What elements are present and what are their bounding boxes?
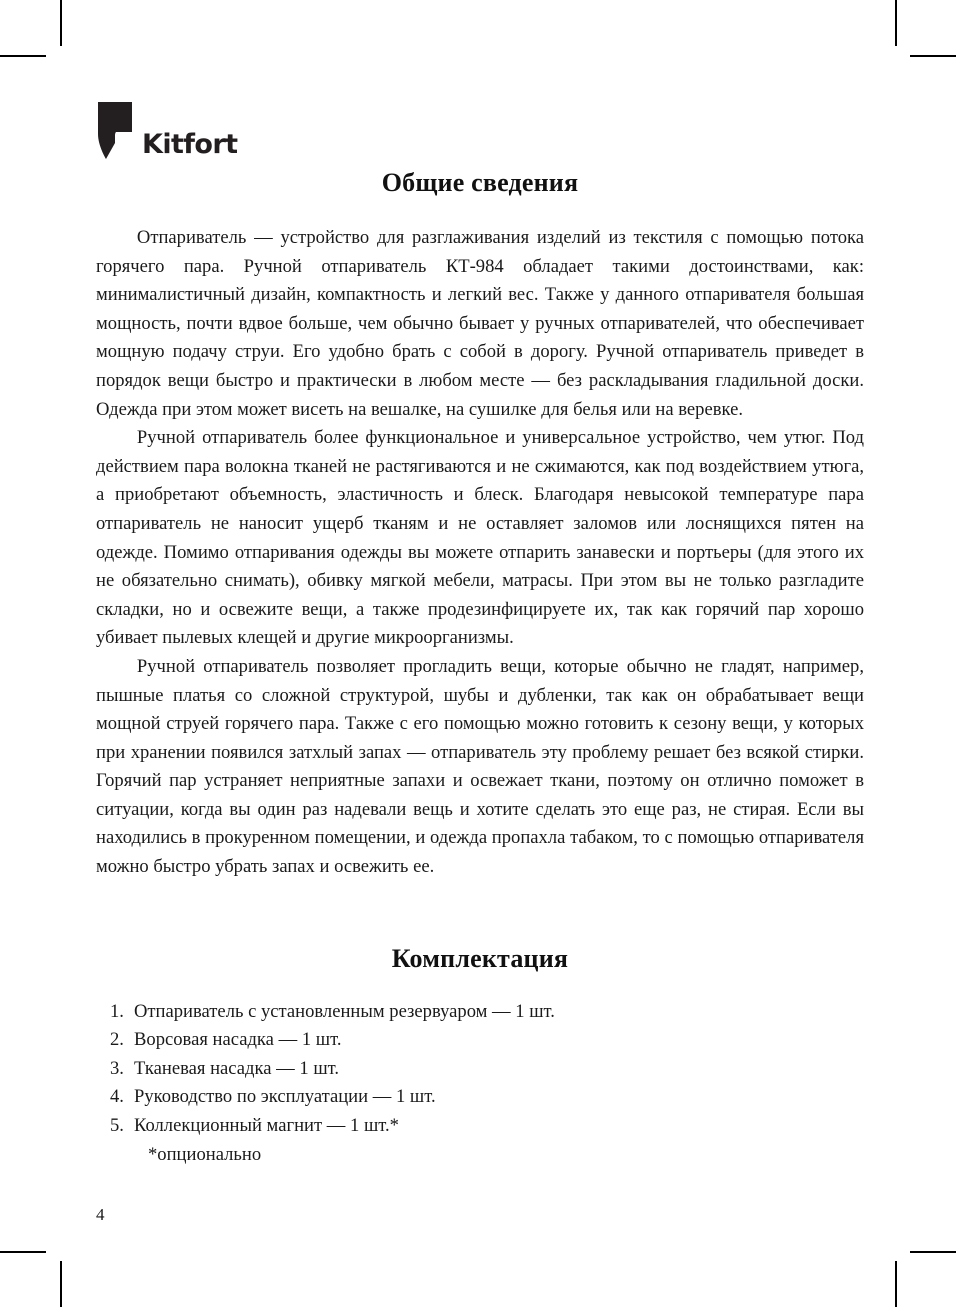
paragraph-general-2: Ручной отпариватель более функциональное и универсальное устройство, чем утюг. Под действием пара волокна тканей не растягиваются и не сжимаются, как под воздействием утюга, а приобретают объемность, эластичность и блеск. Благодаря невысокой температуре пара отпариватель не наносит ущерб тканям и не оставляет заломов или лоснящихся пятен на одежде. Помимо отпаривания одежды вы можете отпарить занавески и портьеры (для этого их не обязательно снимать), обивку мягкой мебели, матрасы. При этом вы не только разгладите складки, но и освежите вещи, а также продезинфицируете их, так как горячий пар хорошо убивает пылевых клещей и другие микроорганизмы. <box>96 427 864 649</box>
list-item-label: Коллекционный магнит — 1 шт.* <box>134 1115 399 1137</box>
list-item <box>96 1083 864 1112</box>
list-item-label: Руководство по эксплуатации — 1 шт. <box>134 1086 436 1108</box>
list-item <box>96 1026 864 1055</box>
crop-mark-bottom-left-vertical <box>60 1261 62 1307</box>
crop-mark-bottom-right-horizontal <box>910 1251 956 1253</box>
crop-mark-top-right-horizontal <box>910 55 956 57</box>
package-contents-footnote: *опционально <box>148 1143 262 1165</box>
list-item-number: 5. <box>110 1115 124 1137</box>
page-content <box>96 168 864 1169</box>
list-item <box>96 998 864 1027</box>
list-item-number: 1. <box>110 1000 124 1022</box>
list-item <box>96 1055 864 1084</box>
section-title-package-contents: Комплектация <box>391 943 569 973</box>
package-contents-list <box>96 998 864 1141</box>
list-item-label: Отпариватель с установленным резервуаром — 1 шт. <box>134 1000 555 1022</box>
crop-mark-bottom-right-vertical <box>895 1261 897 1307</box>
list-item-number: 2. <box>110 1029 124 1051</box>
list-item <box>96 1112 864 1141</box>
page-number: 4 <box>96 1205 105 1224</box>
section-title-general-info: Общие сведения <box>381 168 579 197</box>
brand-logo <box>94 102 237 160</box>
paragraph-general-3: Ручной отпариватель позволяет прогладить вещи, которые обычно не гладят, например, пышные платья со сложной структурой, шубы и дубленки, так как он обрабатывает вещи мощной струей горячего пара. Также с его помощью можно готовить к сезону вещи, у которых при хранении появился затхлый запах — отпариватель эту проблему решает без всякой стирки. Горячий пар устраняет неприятные запахи и освежает ткани, поэтому он отлично поможет в ситуации, когда вы один раз надевали вещь и хотите сделать это еще раз, не стирая. Если вы находились в прокуренном помещении, и одежда пропахла табаком, то с помощью отпаривателя можно быстро убрать запах и освежить ее. <box>96 655 864 878</box>
crop-mark-bottom-left-horizontal <box>0 1251 46 1253</box>
paragraph-general-1: Отпариватель — устройство для разглаживания изделий из текстиля с помощью потока горячего пара. Ручной отпариватель КТ-984 обладает такими достоинствами, как: минималистичный дизайн, компактность и легкий вес. Также у данного отпаривателя большая мощность, почти вдвое больше, чем обычно бывает у ручных отпаривателей, что обеспечивает мощную подачу струи. Его удобно брать с собой в дорогу. Ручной отпариватель приведет в порядок вещи быстро и практически в любом месте — без раскладывания гладильной доски. Одежда при этом может висеть на вешалке, на сушилке для белья или на веревке. <box>96 227 864 420</box>
list-item-number: 4. <box>110 1086 124 1108</box>
crop-mark-top-left-vertical <box>60 0 62 46</box>
list-item-number: 3. <box>110 1057 124 1079</box>
crop-mark-top-right-vertical <box>895 0 897 46</box>
crop-mark-top-left-horizontal <box>0 55 46 57</box>
list-item-label: Ворсовая насадка — 1 шт. <box>134 1029 342 1051</box>
brand-wordmark: Kitfort <box>142 129 238 160</box>
list-item-label: Тканевая насадка — 1 шт. <box>134 1057 340 1079</box>
kitfort-flag-icon <box>94 102 136 160</box>
